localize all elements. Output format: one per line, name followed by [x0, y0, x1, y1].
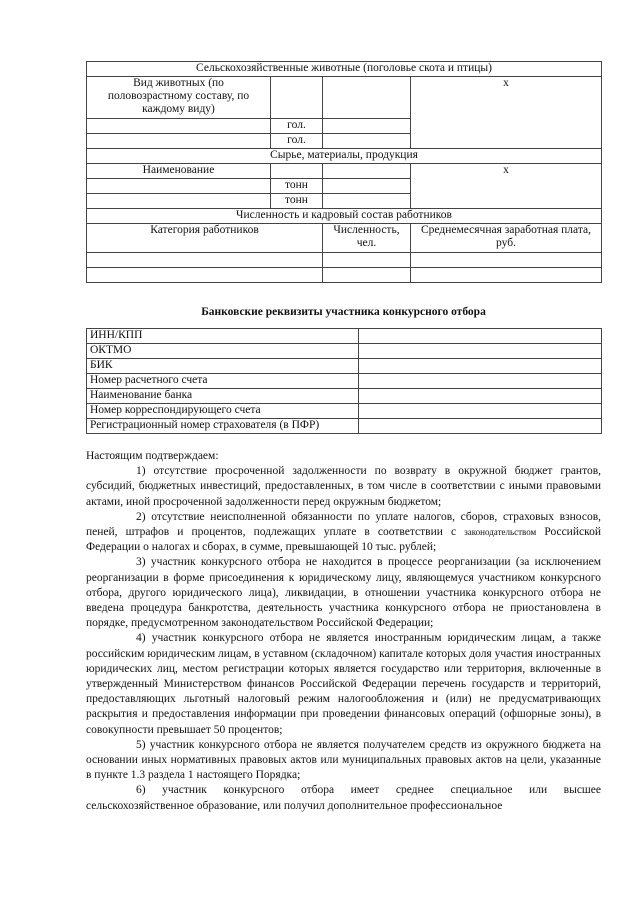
bank-row-label: Наименование банка	[87, 389, 359, 404]
empty-cell	[323, 119, 411, 134]
empty-cell	[271, 164, 323, 179]
unit-cell: гол.	[271, 119, 323, 134]
staff-category-header: Категория работников	[87, 224, 323, 253]
confirmation-text	[86, 449, 601, 814]
bank-row-label: ОКТМО	[87, 344, 359, 359]
unit-cell: гол.	[271, 134, 323, 149]
bank-row-label: Номер расчетного счета	[87, 374, 359, 389]
bank-row-label: Номер корреспондирующего счета	[87, 404, 359, 419]
intro-line: Настоящим подтверждаем:	[86, 450, 219, 462]
unit-cell: тонн	[271, 179, 323, 194]
bank-row-value	[359, 359, 602, 374]
empty-cell	[87, 268, 323, 283]
animals-header: Сельскохозяйственные животные (поголовье скота и птицы)	[87, 62, 602, 77]
name-label: Наименование	[87, 164, 271, 179]
x-mark: х	[411, 77, 602, 149]
paragraph-2-small: законодательством	[464, 527, 537, 538]
bank-row-value	[359, 404, 602, 419]
animal-type-label: Вид животных (по половозрастному составу, по каждому виду)	[87, 77, 271, 119]
staff-count-header: Численность, чел.	[323, 224, 411, 253]
empty-cell	[87, 119, 271, 134]
empty-cell	[323, 253, 411, 268]
bank-row-value	[359, 389, 602, 404]
staff-salary-header: Среднемесячная заработная плата, руб.	[411, 224, 602, 253]
empty-cell	[323, 134, 411, 149]
bank-details-table	[86, 328, 602, 434]
paragraph-2-end: Российской Федерации о налогах и сборах, в сумме, превышающей 10 тыс. рублей;	[86, 526, 602, 554]
x-mark: х	[411, 164, 602, 209]
empty-cell	[87, 194, 271, 209]
empty-cell	[323, 164, 411, 179]
paragraph-5: 5) участник конкурсного отбора не является получателем средств из окружного бюджета на основании иных нормативных правовых актов или муниципальных правовых актов на цели, указанные в пункте 1.3 раздела 1 настоящего Порядка;	[86, 738, 601, 782]
bank-row-label: ИНН/КПП	[87, 329, 359, 344]
empty-cell	[323, 194, 411, 209]
empty-cell	[87, 134, 271, 149]
empty-cell	[411, 253, 602, 268]
empty-cell	[271, 77, 323, 119]
paragraph-6: 6) участник конкурсного отбора имеет среднее специальное или высшее сельскохозяйственное образование, или получил дополнительное профессиональное	[86, 784, 601, 812]
bank-row-value	[359, 419, 602, 434]
paragraph-2-start: 2) отсутствие неисполненной обязанности по уплате налогов, сборов, страховых взносов, пеней, штрафов и процентов, подлежащих уплате в соответствии с	[86, 510, 601, 539]
empty-cell	[87, 253, 323, 268]
livestock-table	[86, 61, 602, 283]
bank-details-title: Банковские реквизиты участника конкурсного отбора	[201, 306, 486, 318]
bank-row-value	[359, 344, 602, 359]
paragraph-1: 1) отсутствие просроченной задолженности по возврату в окружной бюджет грантов, субсидий, бюджетных инвестиций, предоставленных, в том числе в соответствии с иными правовыми актами, иной просроченной задолженности перед окружным бюджетом;	[86, 465, 601, 508]
paragraph-2	[86, 510, 601, 556]
unit-cell: тонн	[271, 194, 323, 209]
bank-row-label: Регистрационный номер страхователя (в ПФР)	[87, 419, 359, 434]
paragraph-3: 3) участник конкурсного отбора не находится в процессе реорганизации (за исключением реорганизации в форме присоединения к юридическому лицу, являющемуся участником конкурсного отбора, другого юридического лица), ликвидации, в отношении участника конкурсного отбора не введена процедура банкротства, деятельность участника конкурсного отбора не приостановлена в порядке, предусмотренном законодательством Российской Федерации;	[86, 556, 601, 630]
empty-cell	[411, 268, 602, 283]
bank-row-value	[359, 374, 602, 389]
bank-row-value	[359, 329, 602, 344]
empty-cell	[87, 179, 271, 194]
bank-row-label: БИК	[87, 359, 359, 374]
materials-header: Сырье, материалы, продукция	[87, 149, 602, 164]
staff-header: Численность и кадровый состав работников	[87, 209, 602, 224]
empty-cell	[323, 77, 411, 119]
empty-cell	[323, 179, 411, 194]
paragraph-4: 4) участник конкурсного отбора не является иностранным юридическим лицам, а также российским юридическим лицам, в уставном (складочном) капитале которых доля участия иностранных юридических лиц, местом регистрации которых является государство или территория, включенные в утвержденный Министерством финансов Российской Федерации перечень государств и территорий, предоставляющих льготный налоговый режим налогообложения и (или) не предусматривающих раскрытия и предоставления информации при проведении финансовых операций (офшорные зоны), в совокупности превышает 50 процентов;	[86, 632, 601, 736]
empty-cell	[323, 268, 411, 283]
